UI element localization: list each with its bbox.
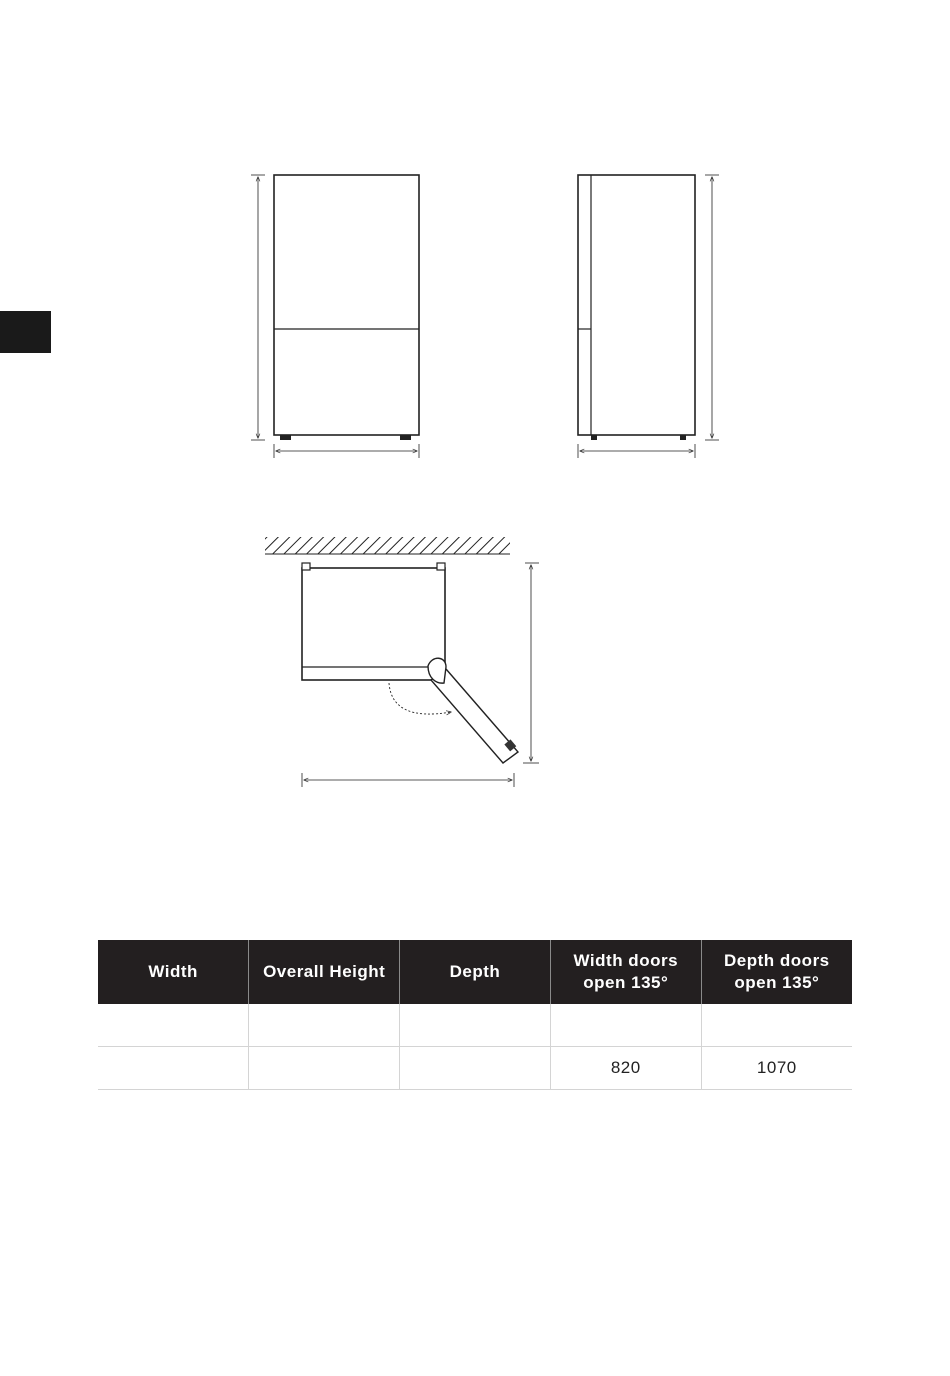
header-width: Width: [98, 940, 249, 1004]
header-width-doors-open: Width doors open 135°: [550, 940, 701, 1004]
cell-width: [98, 1047, 249, 1090]
cell-overall-height: [249, 1004, 400, 1047]
table-row: [98, 1047, 852, 1090]
cell-width: [98, 1004, 249, 1047]
header-depth: Depth: [400, 940, 551, 1004]
cell-depth-doors-open: 1070: [701, 1047, 852, 1090]
dimensions-table: [98, 940, 852, 1090]
cell-depth-doors-open: [701, 1004, 852, 1047]
header-depth-doors-open: Depth doors open 135°: [701, 940, 852, 1004]
top-view-door-open: [265, 537, 539, 787]
cell-depth: [400, 1047, 551, 1090]
header-overall-height: Overall Height: [249, 940, 400, 1004]
cell-width-doors-open: 820: [550, 1047, 701, 1090]
cell-overall-height: [249, 1047, 400, 1090]
cell-depth: [400, 1004, 551, 1047]
cell-width-doors-open: [550, 1004, 701, 1047]
side-view: [578, 175, 719, 458]
front-view: [251, 175, 419, 458]
table-row: [98, 1004, 852, 1047]
table-header-row: [98, 940, 852, 1004]
